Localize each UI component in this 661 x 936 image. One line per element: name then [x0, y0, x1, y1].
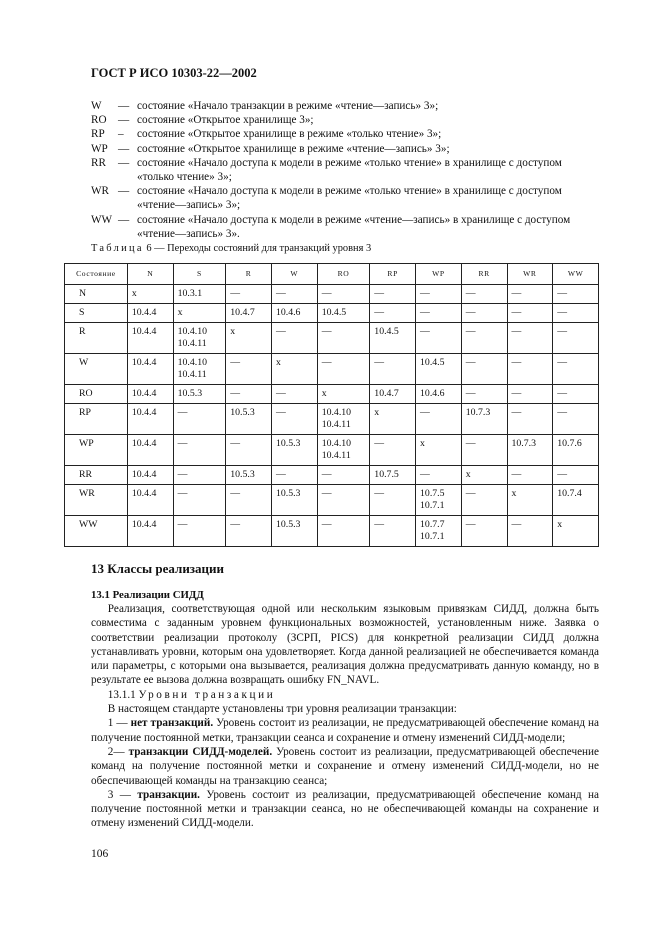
- row-state: WR: [65, 485, 128, 516]
- column-header: WW: [553, 264, 599, 285]
- table-cell: 10.5.3: [271, 516, 317, 547]
- table-row: [65, 385, 599, 404]
- row-state: WW: [65, 516, 128, 547]
- definition-item: [91, 99, 599, 113]
- table-cell: 10.5.3: [271, 435, 317, 466]
- table-cell: 10.7.3: [461, 404, 507, 435]
- table-cell: x: [507, 485, 553, 516]
- definition-item: [91, 113, 599, 127]
- table-cell: 10.4.4: [127, 466, 173, 485]
- table-cell: —: [173, 466, 226, 485]
- table-cell: —: [317, 323, 370, 354]
- column-header: W: [271, 264, 317, 285]
- table-cell: —: [507, 354, 553, 385]
- table-header-row: [65, 264, 599, 285]
- table-cell: —: [226, 385, 272, 404]
- definition-text: состояние «Начало транзакции в режиме «чтение—запись» 3»;: [137, 100, 439, 112]
- state-definitions: [91, 99, 599, 241]
- table-cell: —: [507, 404, 553, 435]
- table-cell: —: [553, 304, 599, 323]
- table-cell: 10.4.7: [370, 385, 416, 404]
- table-cell: x: [271, 354, 317, 385]
- list-item: 2— транзакции СИДД-моделей. Уровень состоит из реализации, предусматривающей обеспечение команд на получение постоянной метки и сохранение и отмену изменений СИДД-модели, но не обеспечивающей команды на транзакцию сеанса;: [91, 745, 599, 787]
- definition-text: состояние «Начало доступа к модели в режиме «чтение—запись» в хранилище с доступом «чтение—запись» 3».: [137, 213, 571, 240]
- column-header: RO: [317, 264, 370, 285]
- table-cell: —: [226, 285, 272, 304]
- table-cell: 10.4.4: [127, 485, 173, 516]
- state-transition-table: [64, 263, 599, 547]
- column-header: RP: [370, 264, 416, 285]
- table-cell: —: [271, 285, 317, 304]
- table-cell: —: [507, 285, 553, 304]
- paragraph-heading: 13.1.1 Уровни транзакции: [107, 688, 276, 701]
- page-number: 106: [91, 848, 109, 860]
- table-cell: x: [461, 466, 507, 485]
- table-cell: —: [461, 285, 507, 304]
- table-cell: —: [461, 385, 507, 404]
- row-state: R: [65, 323, 128, 354]
- table-cell: x: [370, 404, 416, 435]
- table-cell: x: [317, 385, 370, 404]
- table-cell: 10.4.5: [416, 354, 462, 385]
- table-cell: 10.7.5 10.7.1: [416, 485, 462, 516]
- table-cell: x: [127, 285, 173, 304]
- table-cell: 10.4.10 10.4.11: [173, 323, 226, 354]
- row-state: RO: [65, 385, 128, 404]
- table-cell: 10.5.3: [173, 385, 226, 404]
- table-cell: 10.4.4: [127, 385, 173, 404]
- table-cell: —: [416, 466, 462, 485]
- table-cell: —: [370, 304, 416, 323]
- column-header: RR: [461, 264, 507, 285]
- definition-text: состояние «Начало доступа к модели в режиме «только чтение» в хранилище с доступом «чтение—запись» 3»;: [137, 185, 562, 212]
- definition-item: [91, 142, 599, 156]
- definition-dash: —: [118, 213, 130, 226]
- table-cell: —: [461, 485, 507, 516]
- table-cell: —: [416, 304, 462, 323]
- table-cell: x: [553, 516, 599, 547]
- table-cell: —: [271, 404, 317, 435]
- table-cell: 10.5.3: [226, 404, 272, 435]
- table-cell: —: [553, 323, 599, 354]
- table-caption-label: Таблица: [91, 243, 144, 254]
- table-cell: —: [461, 304, 507, 323]
- definition-item: [91, 213, 599, 241]
- table-cell: —: [507, 516, 553, 547]
- definition-text: состояние «Открытое хранилище в режиме «только чтение» 3»;: [137, 128, 442, 141]
- table-cell: —: [370, 285, 416, 304]
- table-cell: —: [226, 516, 272, 547]
- table-cell: —: [317, 285, 370, 304]
- table-cell: 10.4.10 10.4.11: [317, 435, 370, 466]
- table-cell: —: [553, 404, 599, 435]
- list-item: 1 — нет транзакций. Уровень состоит из реализации, не предусматривающей обеспечение команд на получение постоянной метки, транзакции сеанса и сохранение и отмену изменений СИДД-модели;: [91, 717, 599, 744]
- table-cell: —: [553, 285, 599, 304]
- page-header: ГОСТ Р ИСО 10303-22—2002: [91, 66, 257, 80]
- column-header: S: [173, 264, 226, 285]
- table-cell: 10.4.10 10.4.11: [317, 404, 370, 435]
- table-cell: 10.4.10 10.4.11: [173, 354, 226, 385]
- table-cell: —: [317, 466, 370, 485]
- table-cell: —: [370, 435, 416, 466]
- table-cell: x: [416, 435, 462, 466]
- column-header: Состояние: [65, 264, 128, 285]
- list-item: 3 — транзакции. Уровень состоит из реализации, предусматривающей обеспечение команд на получение постоянной метки и транзакции сеанса, но не обеспечивающей команды на сохранение и отмену изменений СИДД-модели.: [91, 788, 599, 830]
- table-body: [65, 285, 599, 547]
- table-cell: —: [173, 516, 226, 547]
- table-cell: 10.5.3: [271, 485, 317, 516]
- table-cell: 10.7.6: [553, 435, 599, 466]
- definition-dash: –: [118, 128, 124, 141]
- table-cell: —: [317, 354, 370, 385]
- table-cell: 10.4.5: [317, 304, 370, 323]
- table-caption: [91, 243, 371, 254]
- table-cell: —: [461, 354, 507, 385]
- definition-code: WP: [91, 142, 108, 155]
- table-cell: —: [370, 485, 416, 516]
- definition-item: [91, 184, 599, 212]
- table-cell: 10.4.4: [127, 304, 173, 323]
- paragraph: В настоящем стандарте установлены три уровня реализации транзакции:: [107, 703, 457, 716]
- table-cell: 10.4.4: [127, 323, 173, 354]
- table-cell: —: [370, 516, 416, 547]
- table-cell: —: [553, 466, 599, 485]
- table-cell: x: [226, 323, 272, 354]
- table-row: [65, 485, 599, 516]
- table-cell: —: [507, 466, 553, 485]
- row-state: RP: [65, 404, 128, 435]
- definition-dash: —: [118, 185, 130, 198]
- paragraph: Реализация, соответствующая одной или нескольким языковым привязкам СИДД, должна быть совместима с заданным уровнем функциональных возможностей, установленным ниже. Заявка о соответствии реализации протоколу (ЗСРП, PICS) для конкретной реализации СИДД должна устанавливать уровни, которым она удовлетворяет. Когда данной реализацией не обеспечивается команда или параметры, с которыми она вызывается, реализация должна предусматривать данную команду, но в результате ее вызова должна возвращать ошибку FN_NAVL.: [91, 603, 599, 687]
- table-cell: —: [271, 323, 317, 354]
- table-cell: —: [461, 435, 507, 466]
- definition-item: [91, 156, 599, 184]
- definition-code: WW: [91, 213, 113, 226]
- table-cell: —: [461, 516, 507, 547]
- table-cell: —: [226, 485, 272, 516]
- table-caption-text: 6 — Переходы состояний для транзакций уровня 3: [143, 243, 372, 254]
- definition-item: [91, 127, 599, 141]
- definition-text: состояние «Открытое хранилище 3»;: [137, 114, 314, 127]
- table-row: [65, 466, 599, 485]
- table-cell: —: [226, 354, 272, 385]
- body-text: [91, 602, 599, 831]
- definition-code: RP: [91, 128, 105, 141]
- table-cell: 10.7.5: [370, 466, 416, 485]
- table-cell: 10.4.5: [370, 323, 416, 354]
- row-state: W: [65, 354, 128, 385]
- definition-code: W: [91, 100, 102, 112]
- table-cell: 10.4.7: [226, 304, 272, 323]
- table-cell: 10.7.3: [507, 435, 553, 466]
- table-cell: —: [173, 435, 226, 466]
- table-cell: —: [507, 323, 553, 354]
- table-cell: —: [507, 304, 553, 323]
- definition-text: состояние «Открытое хранилище в режиме «чтение—запись» 3»;: [137, 142, 450, 155]
- definition-dash: —: [118, 156, 130, 169]
- definition-dash: —: [118, 142, 130, 155]
- definition-dash: —: [118, 100, 130, 112]
- column-header: WP: [416, 264, 462, 285]
- table-cell: —: [226, 435, 272, 466]
- table-cell: 10.4.4: [127, 516, 173, 547]
- column-header: WR: [507, 264, 553, 285]
- table-cell: 10.7.7 10.7.1: [416, 516, 462, 547]
- row-state: WP: [65, 435, 128, 466]
- table-cell: —: [416, 323, 462, 354]
- table-cell: —: [553, 354, 599, 385]
- table-cell: —: [173, 404, 226, 435]
- table-cell: 10.4.4: [127, 354, 173, 385]
- table-cell: 10.5.3: [226, 466, 272, 485]
- table-cell: —: [507, 385, 553, 404]
- table-row: [65, 404, 599, 435]
- table-cell: —: [173, 485, 226, 516]
- table-cell: 10.4.6: [271, 304, 317, 323]
- table-row: [65, 285, 599, 304]
- table-cell: —: [553, 385, 599, 404]
- row-state: S: [65, 304, 128, 323]
- definition-code: RO: [91, 114, 107, 127]
- definition-code: WR: [91, 185, 110, 198]
- table-cell: 10.4.4: [127, 404, 173, 435]
- table-cell: —: [461, 323, 507, 354]
- table-row: [65, 516, 599, 547]
- row-state: RR: [65, 466, 128, 485]
- table-cell: —: [317, 485, 370, 516]
- section-title: 13 Классы реализации: [91, 561, 225, 576]
- row-state: N: [65, 285, 128, 304]
- table-cell: 10.7.4: [553, 485, 599, 516]
- column-header: N: [127, 264, 173, 285]
- column-header: R: [226, 264, 272, 285]
- subsection-title: 13.1 Реализации СИДД: [91, 589, 204, 601]
- table-row: [65, 304, 599, 323]
- definition-code: RR: [91, 156, 106, 169]
- table-cell: —: [317, 516, 370, 547]
- table-cell: x: [173, 304, 226, 323]
- table-row: [65, 323, 599, 354]
- table-cell: 10.4.6: [416, 385, 462, 404]
- table-cell: —: [271, 466, 317, 485]
- definition-text: состояние «Начало доступа к модели в режиме «только чтение» в хранилище с доступом «только чтение» 3»;: [137, 156, 562, 184]
- table-cell: —: [370, 354, 416, 385]
- table-cell: —: [416, 285, 462, 304]
- table-cell: 10.3.1: [173, 285, 226, 304]
- table-row: [65, 435, 599, 466]
- definition-dash: —: [118, 114, 130, 127]
- table-cell: —: [416, 404, 462, 435]
- table-cell: —: [271, 385, 317, 404]
- table-cell: 10.4.4: [127, 435, 173, 466]
- table-row: [65, 354, 599, 385]
